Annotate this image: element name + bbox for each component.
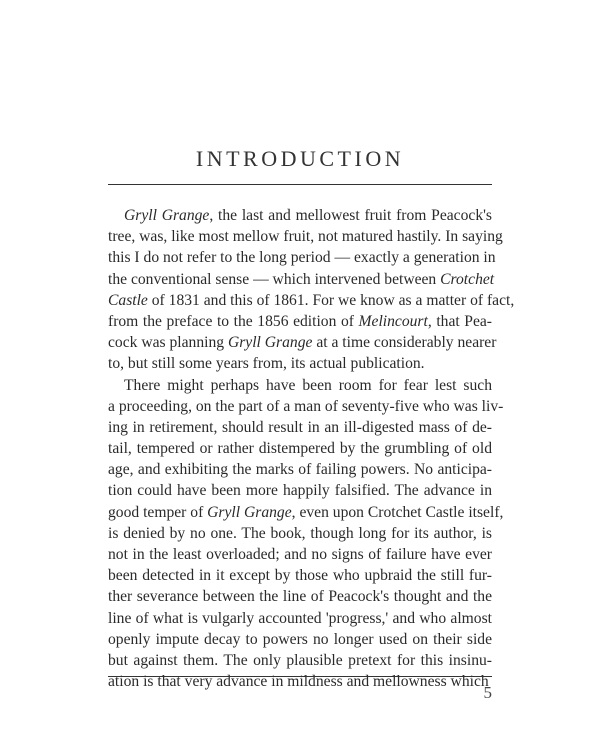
text-run: , the last and mellowest fruit from Peacock's — [209, 207, 492, 224]
footer-divider — [108, 676, 492, 677]
text-line — [108, 396, 504, 417]
italic-title: Castle — [108, 291, 148, 309]
italic-title: Gryll Grange — [207, 503, 292, 521]
text-run: tail, tempered or rather distempered by the grumbling of old — [108, 440, 492, 458]
page-number: 5 — [483, 683, 492, 702]
italic-title: Crotchet — [440, 270, 495, 288]
text-run: good temper of — [108, 503, 208, 521]
text-run: from the preface to the 1856 edition of — [108, 312, 359, 330]
text-run: ation is that very advance in mildness and mellowness which — [108, 673, 489, 691]
text-line — [108, 565, 492, 586]
text-line — [108, 247, 496, 268]
text-run: but against them. The only plausible pretext for this insinu- — [108, 651, 492, 669]
text-line — [108, 502, 504, 523]
text-line — [108, 480, 492, 501]
text-line — [108, 438, 492, 459]
text-line — [108, 608, 492, 629]
text-run: at a time considerably nearer — [312, 334, 497, 352]
body-text — [108, 205, 515, 692]
text-line — [108, 671, 492, 692]
text-line — [108, 332, 497, 353]
text-run: not in the least overloaded; and no signs of failure have ever — [108, 546, 492, 563]
text-run: openly impute decay to powers no longer used on their side — [108, 630, 492, 648]
text-line — [108, 586, 492, 607]
text-line — [108, 311, 492, 332]
text-line — [108, 523, 492, 544]
italic-title: Gryll Grange — [124, 207, 210, 224]
text-run: is denied by no one. The book, though long for its author, is — [108, 524, 492, 542]
text-run: to, but still some years from, its actual publication. — [108, 355, 425, 373]
text-run: tree, was, like most mellow fruit, not matured hastily. In saying — [108, 228, 503, 246]
text-line — [108, 269, 495, 290]
text-line — [108, 544, 492, 565]
text-line — [108, 375, 492, 396]
text-line — [108, 290, 515, 311]
italic-title: Melincourt — [358, 312, 428, 330]
text-run: line of what is vulgarly accounted 'progress,' and who almost — [108, 609, 492, 627]
text-run: age, and exhibiting the marks of failing powers. No anticipa- — [108, 461, 492, 479]
text-run: cock was planning — [108, 334, 228, 352]
text-run: , that Pea- — [427, 312, 492, 330]
text-run: the conventional sense — which intervened between — [108, 270, 441, 288]
text-run: There might perhaps have been room for fear lest such — [124, 376, 492, 394]
text-run: tion could have been more happily falsified. The advance in — [108, 482, 492, 500]
italic-title: Gryll Grange — [227, 334, 313, 352]
text-line — [108, 417, 492, 438]
text-run: , even upon Crotchet Castle itself, — [291, 503, 504, 521]
text-line — [108, 205, 492, 226]
page-title: INTRODUCTION — [195, 146, 405, 171]
text-line — [108, 459, 492, 480]
text-line — [108, 226, 503, 247]
text-run: ing in retirement, should result in an ill-digested mass of de- — [108, 418, 492, 436]
title-divider — [108, 184, 492, 185]
text-run: this I do not refer to the long period — exactly a generation in — [108, 249, 496, 267]
text-run: ther severance between the line of Peacock's thought and the — [108, 588, 492, 606]
text-run: been detected in it except by those who upbraid the still fur- — [108, 567, 492, 585]
text-line — [108, 353, 492, 374]
text-run: of 1831 and this of 1861. For we know as a matter of fact, — [147, 291, 515, 309]
text-line — [108, 650, 492, 671]
text-run: a proceeding, on the part of a man of seventy-five who was liv- — [108, 397, 504, 415]
text-line — [108, 629, 492, 650]
